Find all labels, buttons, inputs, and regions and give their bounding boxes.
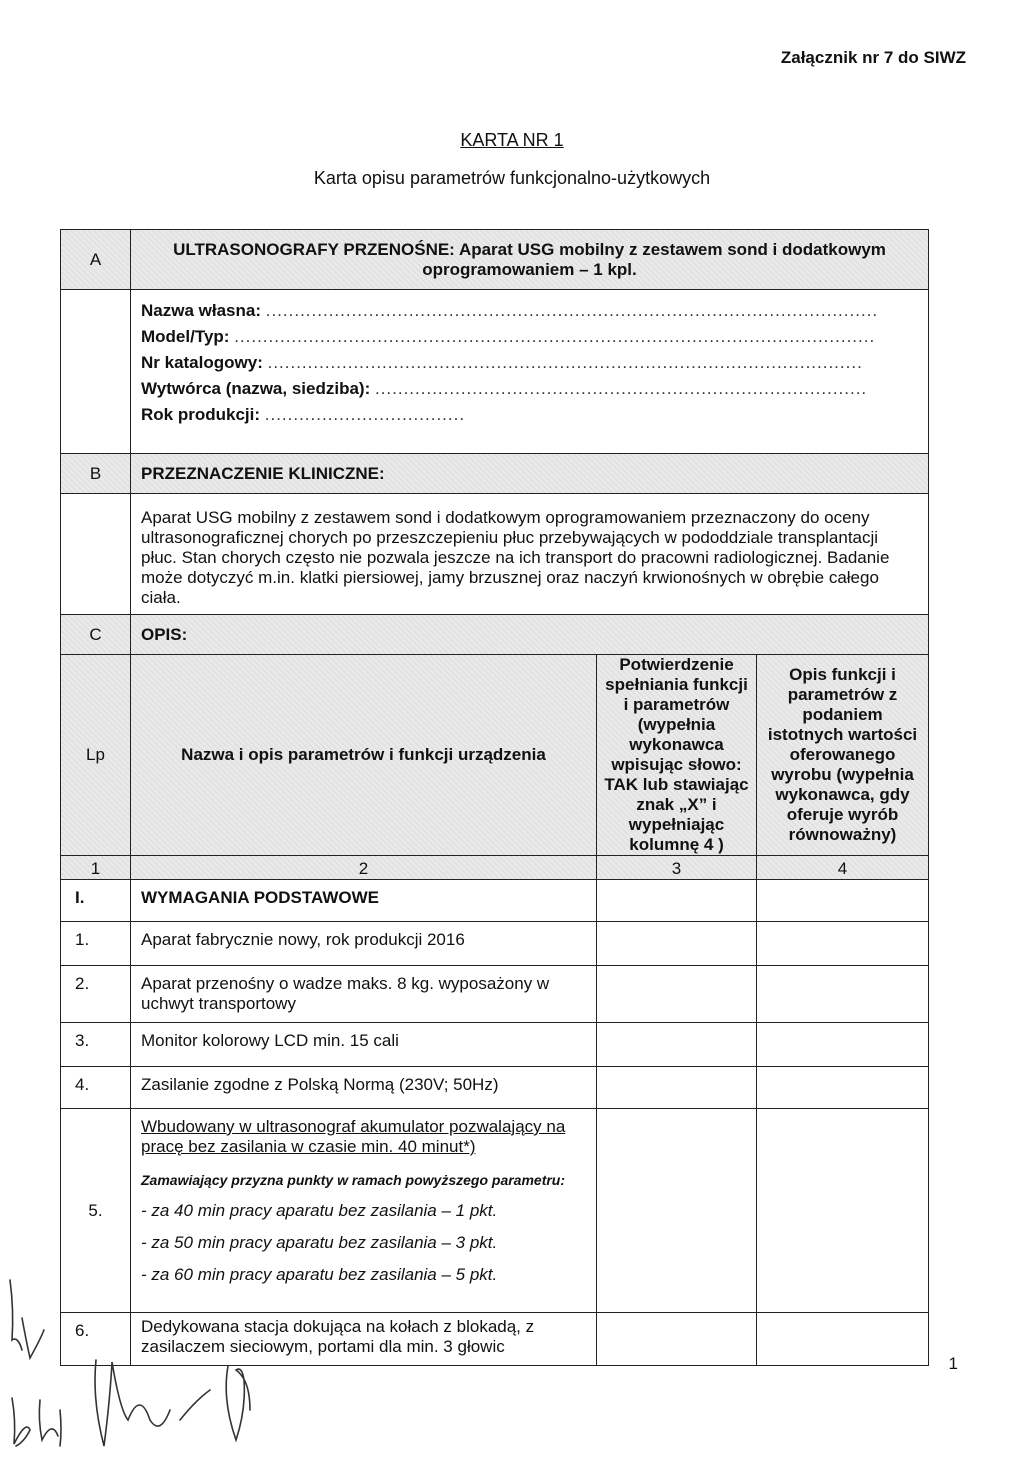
field-model-type [141,324,918,350]
col-number: 3 [597,856,757,880]
field-production-year [141,402,918,428]
fill-dots[interactable]: ................................... [264,405,466,424]
description-cell[interactable] [757,1023,929,1067]
section-a-title [131,230,929,290]
fill-dots[interactable]: ................................................................................................................ [234,327,876,346]
row-number: 6. [61,1313,131,1366]
card-title: KARTA NR 1 [460,130,564,150]
attachment-label: Załącznik nr 7 do SIWZ [780,48,966,67]
row-text: Aparat przenośny o wadze maks. 8 kg. wyposażony w uchwyt transportowy [131,966,597,1023]
section-a-header [61,230,929,290]
description-cell[interactable] [757,880,929,922]
description-cell[interactable] [757,966,929,1023]
scoring-item: - za 50 min pracy aparatu bez zasilania – 3 pkt. [141,1233,498,1252]
group-row [61,880,929,922]
row-number: 3. [61,1023,131,1067]
group-title: WYMAGANIA PODSTAWOWE [131,880,597,922]
scoring-note: Zamawiający przyzna punkty w ramach powyższego parametru: [141,1172,566,1188]
row-number: 5. [61,1109,131,1313]
confirmation-cell[interactable] [597,1313,757,1366]
row-number: 2. [61,966,131,1023]
section-b-header [61,454,929,494]
fill-dots[interactable]: ........................................................................................................ [267,353,863,372]
field-label: Wytwórca (nazwa, siedziba): [141,379,371,398]
row-number: 1. [61,922,131,966]
row-number: 4. [61,1067,131,1109]
table-row [61,922,929,966]
col-number: 4 [757,856,929,880]
table-row [61,966,929,1023]
confirmation-cell[interactable] [597,1023,757,1067]
section-a-title-line2: oprogramowaniem – 1 kpl. [422,259,637,279]
description-cell[interactable] [757,1109,929,1313]
section-a-label: A [61,230,131,290]
scoring-item: - za 60 min pracy aparatu bez zasilania – 5 pkt. [141,1265,498,1284]
fill-dots[interactable]: ........................................................................................................... [265,301,879,320]
row-text: Aparat fabrycznie nowy, rok produkcji 2016 [131,922,597,966]
section-b-body [61,494,929,615]
row-text: Zasilanie zgodne z Polską Normą (230V; 50Hz) [131,1067,597,1109]
section-b-label: B [61,454,131,494]
field-label: Nr katalogowy: [141,353,263,372]
field-own-name [141,298,918,324]
table-row [61,1067,929,1109]
description-cell[interactable] [757,922,929,966]
column-header-row [61,655,929,856]
battery-requirement: Wbudowany w ultrasonograf akumulator pozwalający na pracę bez zasilania w czasie min. 40 minut*) [141,1117,566,1156]
fill-dots[interactable]: ...................................................................................... [374,379,868,398]
description-cell[interactable] [757,1313,929,1366]
section-a-title-line1: ULTRASONOGRAFY PRZENOŚNE: Aparat USG mobilny z zestawem sond i dodatkowym [173,239,886,259]
section-b-empty-cell [61,494,131,615]
col-number: 1 [61,856,131,880]
card-subtitle: Karta opisu parametrów funkcjonalno-użytkowych [313,168,711,188]
col-lp-header: Lp [61,655,131,856]
description-cell[interactable] [757,1067,929,1109]
clinical-purpose-text: Aparat USG mobilny z zestawem sond i dodatkowym oprogramowaniem przeznaczony do oceny ultrasonograficznej chorych po przeszczepieniu płuc przebywających w pododdziale transplantacji płuc. Stan chorych często nie pozwala jeszcze na ich transport do pracowni radiologicznej. Badanie może dotyczyć m.in. klatki piersiowej, jamy brzusznej oraz naczyń krwionośnych w obrębie całego ciała. [131,494,929,615]
page-number: 1 [948,1354,958,1373]
col-description-header: Opis funkcji i parametrów z podaniem istotnych wartości oferowanego wyrobu (wypełnia wykonawca, gdy oferuje wyrób równoważny) [757,655,929,856]
row-text: Monitor kolorowy LCD min. 15 cali [131,1023,597,1067]
field-label: Model/Typ: [141,327,230,346]
scoring-item: - za 40 min pracy aparatu bez zasilania – 1 pkt. [141,1201,498,1220]
field-label: Rok produkcji: [141,405,261,424]
handwritten-signature [0,1270,320,1458]
field-manufacturer [141,376,918,402]
row-text: Dedykowana stacja dokująca na kołach z blokadą, z zasilaczem sieciowym, portami dla min. 3 głowic [131,1313,597,1366]
confirmation-cell[interactable] [597,880,757,922]
section-a-empty-cell [61,290,131,454]
parameters-sheet [60,229,929,1366]
col-name-header: Nazwa i opis parametrów i funkcji urządzenia [131,655,597,856]
group-number: I. [61,880,131,922]
confirmation-cell[interactable] [597,1067,757,1109]
section-b-title: PRZEZNACZENIE KLINICZNE: [131,454,929,494]
confirmation-cell[interactable] [597,1109,757,1313]
col-confirmation-header: Potwierdzenie spełniania funkcji i parametrów (wypełnia wykonawca wpisując słowo: TAK lub stawiając znak „X” i wypełniając kolumnę 4 ) [597,655,757,856]
field-catalog-number [141,350,918,376]
section-c-title: OPIS: [131,615,929,655]
section-c-header [61,615,929,655]
confirmation-cell[interactable] [597,922,757,966]
confirmation-cell[interactable] [597,966,757,1023]
col-number: 2 [131,856,597,880]
device-fields [131,290,929,454]
section-a-fields-row [61,290,929,454]
table-row [61,1023,929,1067]
column-number-row [61,856,929,880]
section-c-label: C [61,615,131,655]
field-label: Nazwa własna: [141,301,261,320]
